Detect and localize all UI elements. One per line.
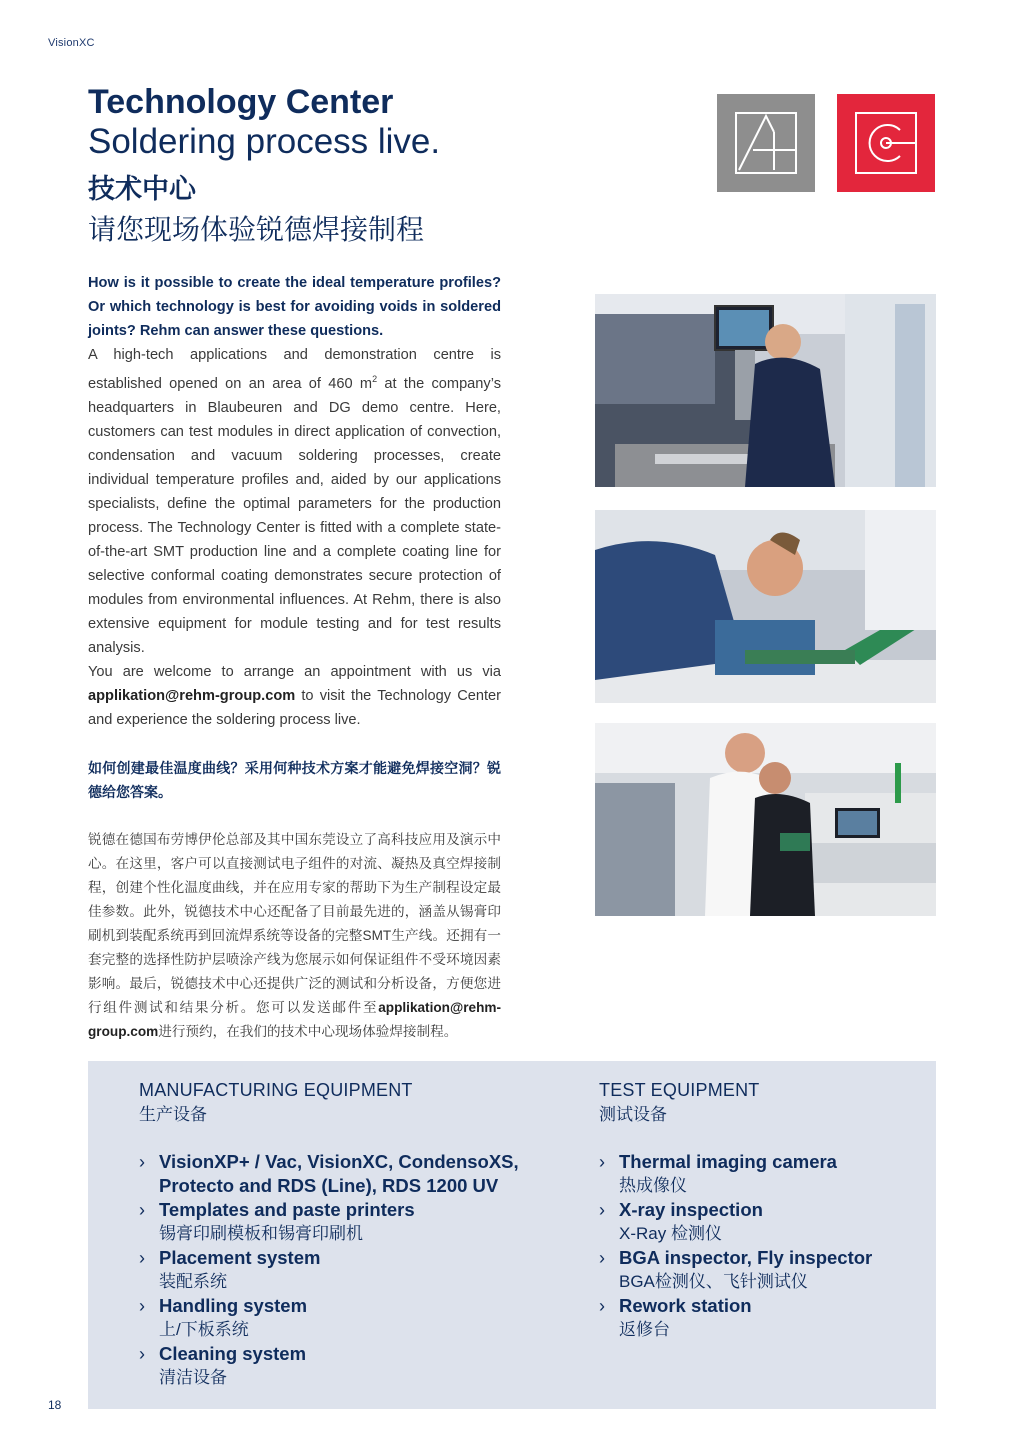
- item-label: Cleaning system: [159, 1343, 307, 1364]
- item-label-cn: X-Ray 检测仪: [619, 1224, 722, 1243]
- item-label: Thermal imaging camera: [619, 1151, 837, 1172]
- intro-lead: How is it possible to create the ideal temperature profiles? Or which technology is best for avoiding voids in soldered joints? Rehm can answer these questions.: [88, 275, 501, 339]
- test-heading: TEST EQUIPMENT: [599, 1080, 760, 1100]
- item-label-cn: BGA检测仪、飞针测试仪: [619, 1272, 808, 1291]
- body-text: at the company’s headquarters in Blaubeuren and DG demo centre. Here, customers can test modules in direct application of convection, condensation and vacuum soldering processes, create individual temperature profiles and, aided by our applications specialists, define the optimal parameters for the production process. The Technology Center is fitted with a complete state-of-the-art SMT production line and a complete coating line for selective conformal coating demonstrates secure protection of modules from environmental influences. At Rehm, there is also extensive equipment for module testing and for test results analysis.: [88, 375, 501, 656]
- chevron-right-icon: ›: [599, 1296, 605, 1316]
- body-paragraph-1: [88, 343, 501, 660]
- list-item: [139, 1150, 539, 1198]
- email-link[interactable]: applikation@rehm-group.com: [88, 687, 296, 704]
- running-head: VisionXC: [48, 37, 95, 49]
- page-title: Technology Center: [88, 83, 394, 121]
- list-item: [139, 1246, 539, 1294]
- body-text-cn: 锐德在德国布劳博伊伦总部及其中国东莞设立了高科技应用及演示中心。在这里，客户可以直接测试电子组件的对流、凝热及真空焊接制程，创建个性化温度曲线，并在应用专家的帮助下为生产制程设定最佳参数。此外，锐德技术中心还配备了目前最先进的，涵盖从锡膏印刷机到装配系统再到回流焊系统等设备的完整SMT生产线。还拥有一套完整的选择性防护层喷涂产线为您展示如何保证组件不受环境因素影响。最后，锐德技术中心还提供广泛的测试和分析设备，方便您进行组件测试和结果分析。您可以发送邮件至: [88, 831, 501, 1015]
- list-item: [599, 1294, 919, 1342]
- item-label: Placement system: [159, 1247, 321, 1268]
- manufacturing-heading-cn: 生产设备: [139, 1105, 207, 1124]
- body-text-cn: 进行预约，在我们的技术中心现场体验焊接制程。: [158, 1023, 458, 1039]
- list-item: [139, 1198, 539, 1246]
- item-label-cn: 上/下板系统: [159, 1320, 249, 1339]
- superscript: 2: [372, 374, 378, 384]
- equipment-panel: [88, 1061, 936, 1409]
- item-label-cn: 锡膏印刷模板和锡膏印刷机: [159, 1224, 363, 1243]
- email-link-cn[interactable]: applikation@rehm-group.com: [88, 999, 501, 1039]
- cn-lead: 如何创建最佳温度曲线？采用何种技术方案才能避免焊接空洞？锐德给您答案。: [88, 759, 501, 800]
- list-item: [139, 1294, 539, 1342]
- test-heading-cn: 测试设备: [599, 1105, 667, 1124]
- page-subtitle-cn: 请您现场体验锐德焊接制程: [88, 214, 425, 245]
- item-label-cn: 装配系统: [159, 1272, 227, 1291]
- chevron-right-icon: ›: [599, 1152, 605, 1172]
- test-list: [599, 1150, 919, 1342]
- manufacturing-equipment-column: [139, 1078, 539, 1390]
- chevron-right-icon: ›: [599, 1248, 605, 1268]
- page-subtitle: Soldering process live.: [88, 122, 441, 161]
- item-label-cn: 清洁设备: [159, 1368, 227, 1387]
- photo-engineers-with-board: [595, 723, 936, 916]
- list-item: [599, 1198, 919, 1246]
- item-label: VisionXP+ / Vac, VisionXC, CondensoXS, Protecto and RDS (Line), RDS 1200 UV: [159, 1151, 519, 1196]
- body-text: to visit the Technology Center and experience the soldering process live.: [88, 687, 501, 728]
- body-text: A high-tech applications and demonstration centre is established opened on an area of 460 m: [88, 347, 501, 392]
- cn-body: [88, 828, 501, 1044]
- photo-team-examining-board: [595, 510, 936, 703]
- body-text: You are welcome to arrange an appointment with us via: [88, 663, 501, 680]
- chevron-right-icon: ›: [139, 1200, 145, 1220]
- page-number: 18: [48, 1398, 62, 1412]
- chevron-right-icon: ›: [139, 1296, 145, 1316]
- item-label: Templates and paste printers: [159, 1199, 415, 1220]
- chevron-right-icon: ›: [139, 1344, 145, 1364]
- item-label: Handling system: [159, 1295, 308, 1316]
- a-logo-icon: [717, 94, 815, 192]
- c-logo-icon: [837, 94, 935, 192]
- list-item: [599, 1246, 919, 1294]
- article-body: [88, 271, 501, 1044]
- page-title-block: [88, 82, 648, 250]
- page-title-cn: 技术中心: [88, 174, 196, 204]
- test-equipment-column: [599, 1078, 919, 1342]
- item-label-cn: 热成像仪: [619, 1176, 687, 1195]
- item-label: X-ray inspection: [619, 1199, 763, 1220]
- item-label: BGA inspector, Fly inspector: [619, 1247, 873, 1268]
- chevron-right-icon: ›: [599, 1200, 605, 1220]
- body-paragraph-2: [88, 660, 501, 732]
- photo-engineer-at-oven: [595, 294, 936, 487]
- item-label: Rework station: [619, 1295, 752, 1316]
- list-item: [599, 1150, 919, 1198]
- list-item: [139, 1342, 539, 1390]
- manufacturing-list: [139, 1150, 539, 1390]
- chevron-right-icon: ›: [139, 1248, 145, 1268]
- manufacturing-heading: MANUFACTURING EQUIPMENT: [139, 1080, 413, 1100]
- item-label-cn: 返修台: [619, 1320, 670, 1339]
- chevron-right-icon: ›: [139, 1152, 145, 1172]
